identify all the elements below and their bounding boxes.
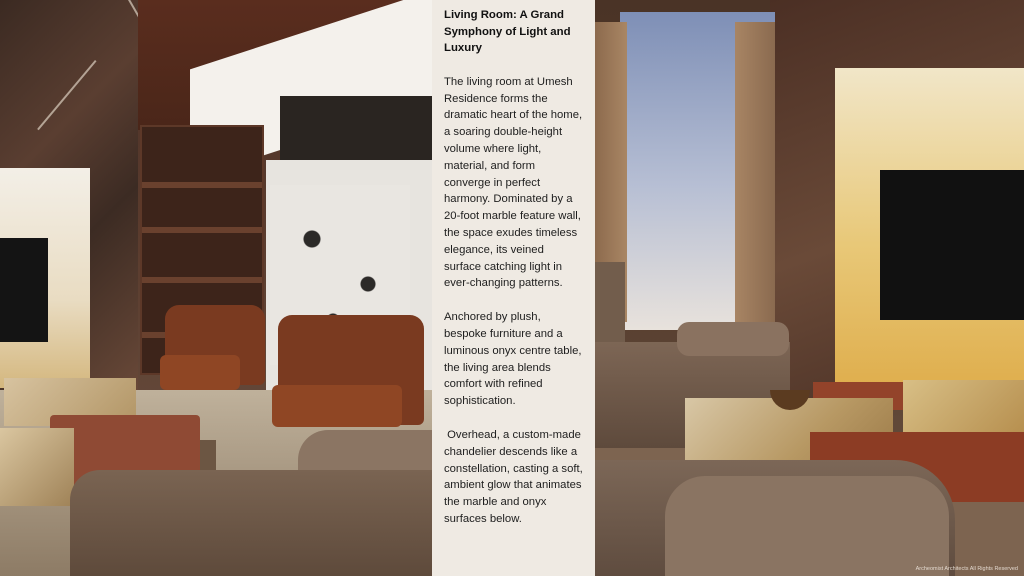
paragraph-chandelier: Overhead, a custom-made chandelier descends like a constellation, casting a soft, ambient glow that animates the marble and onyx surfaces below. (444, 428, 586, 525)
paragraph-intro: The living room at Umesh Residence forms the dramatic heart of the home, a soaring double-height volume where light, material, and form converge in perfect harmony. Dominated by a 20-foot marble feature wall, the space exudes timeless elegance, its veined surface catching light in ever-changing patterns. (444, 75, 586, 290)
onyx-cube (0, 428, 74, 506)
television (0, 238, 48, 342)
armchair-seat (160, 355, 240, 390)
television (880, 170, 1024, 320)
sofa (70, 470, 432, 576)
armchair-seat (272, 385, 402, 427)
shelf-board (142, 277, 262, 283)
cushion (665, 476, 949, 576)
curtain (735, 22, 775, 322)
paragraph-furniture: Anchored by plush, bespoke furniture and a luminous onyx centre table, the living area blends comfort with refined sophistication. (444, 311, 585, 408)
shelf-board (142, 227, 262, 233)
ceiling-recess (280, 96, 432, 162)
description-panel (432, 0, 595, 576)
left-photo (0, 0, 432, 576)
cushion (677, 322, 789, 356)
right-photo (595, 0, 1024, 576)
photo-credit: Archeomist Architects All Rights Reserved (915, 566, 1018, 572)
panel-title: Living Room: A Grand Symphony of Light and Luxury (444, 9, 571, 55)
shelf-board (142, 182, 262, 188)
